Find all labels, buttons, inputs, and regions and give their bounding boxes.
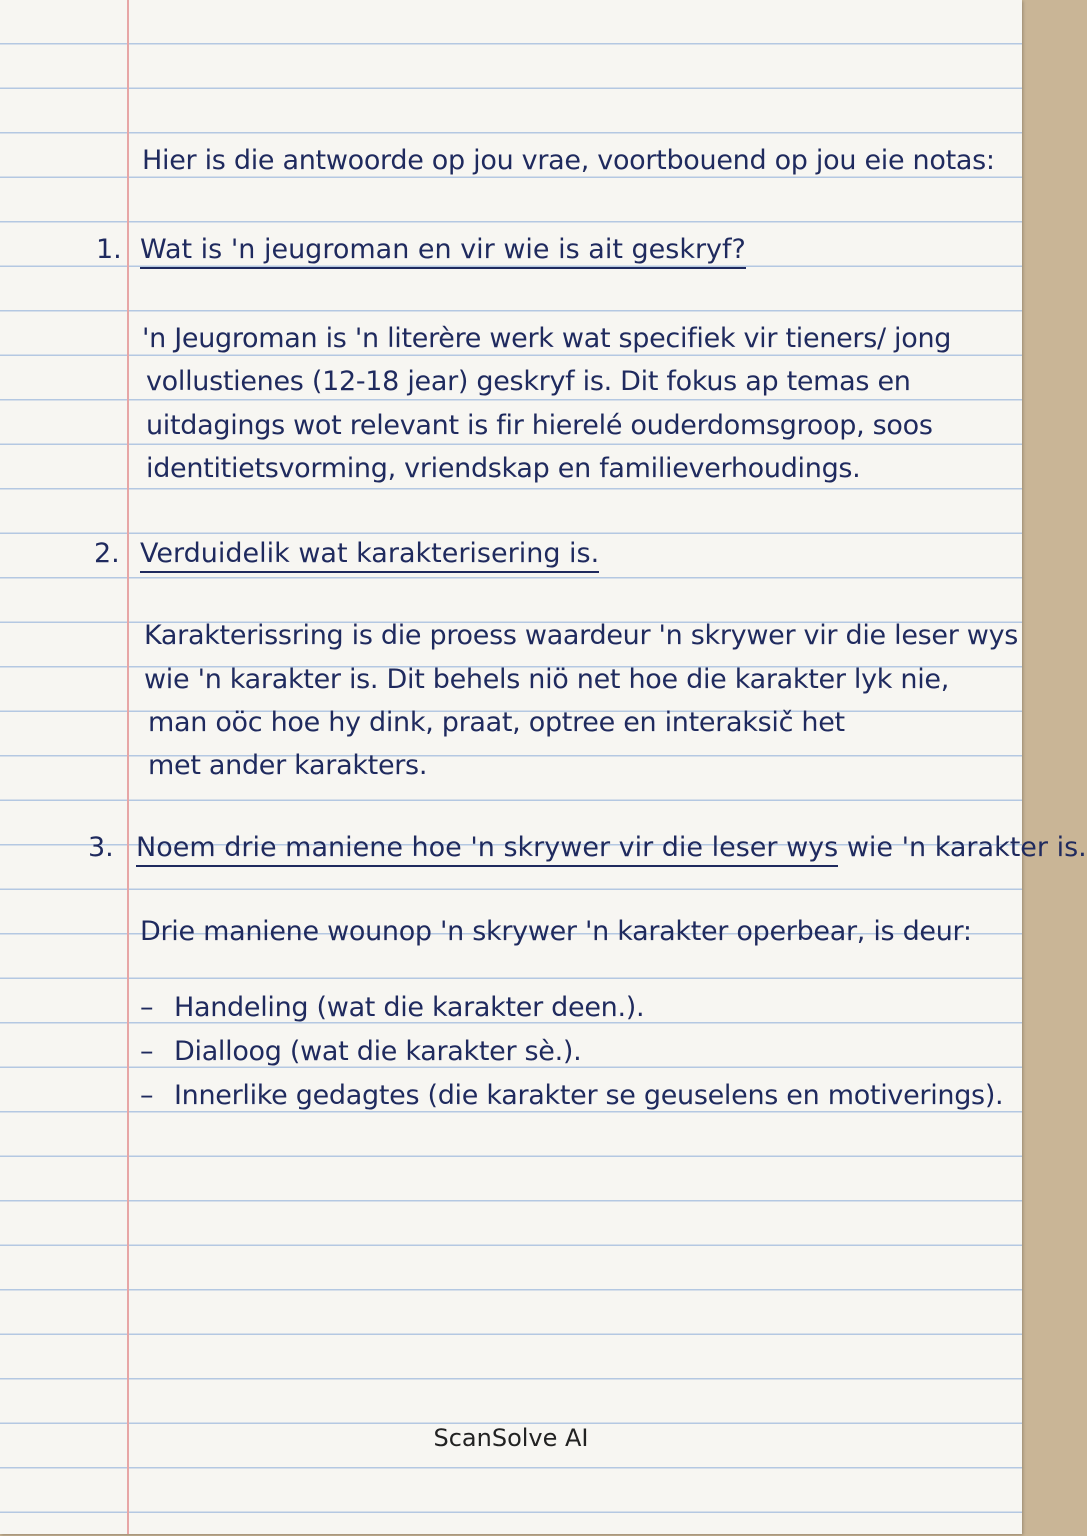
question-text: Noem drie maniene hoe 'n skrywer vir die leser wys — [136, 832, 838, 867]
footer-brand: ScanSolve AI — [433, 1424, 589, 1452]
bullet-item: Dialloog (wat die karakter sè.). — [174, 1036, 582, 1067]
question-heading — [136, 832, 1087, 863]
answer-line: wie 'n karakter is. Dit behels niö net hoe die karakter lyk nie, — [144, 664, 950, 695]
bullet-dash: – — [140, 1080, 154, 1111]
question-text: Verduidelik wat karakterisering is. — [140, 538, 599, 573]
answer-line: vollustienes (12-18 jear) geskryf is. Dit fokus ap temas en — [146, 366, 911, 397]
answer-line: man oöc hoe hy dink, praat, optree en interaksič het — [148, 707, 845, 738]
bullet-item: Handeling (wat die karakter deen.). — [174, 992, 645, 1023]
answer-line: Karakterissring is die proess waardeur 'n skrywer vir die leser wys — [144, 620, 1019, 651]
question-number: 3. — [88, 832, 114, 863]
question-heading — [140, 234, 746, 265]
intro-text: Hier is die antwoorde op jou vrae, voortbouend op jou eie notas: — [142, 145, 995, 176]
bullet-item: Innerlike gedagtes (die karakter se geuselens en motiverings). — [174, 1080, 1004, 1111]
question-heading — [140, 538, 599, 569]
answer-line: met ander karakters. — [148, 750, 428, 781]
bullet-dash: – — [140, 992, 154, 1023]
answer-line: 'n Jeugroman is 'n literère werk wat specifiek vir tieners/ jong — [142, 323, 952, 354]
question-number: 1. — [96, 234, 122, 265]
answer-line: uitdagings wot relevant is fir hierelé ouderdomsgroop, soos — [146, 410, 933, 441]
question-text-rest: wie 'n karakter is. — [838, 832, 1087, 863]
question-text: Wat is 'n jeugroman en vir wie is ait geskryf? — [140, 234, 746, 269]
answer-line: identitietsvorming, vriendskap en familieverhoudings. — [146, 453, 861, 484]
bullet-dash: – — [140, 1036, 154, 1067]
answer-intro: Drie maniene wounop 'n skrywer 'n karakter operbear, is deur: — [140, 916, 972, 947]
question-number: 2. — [94, 538, 120, 569]
